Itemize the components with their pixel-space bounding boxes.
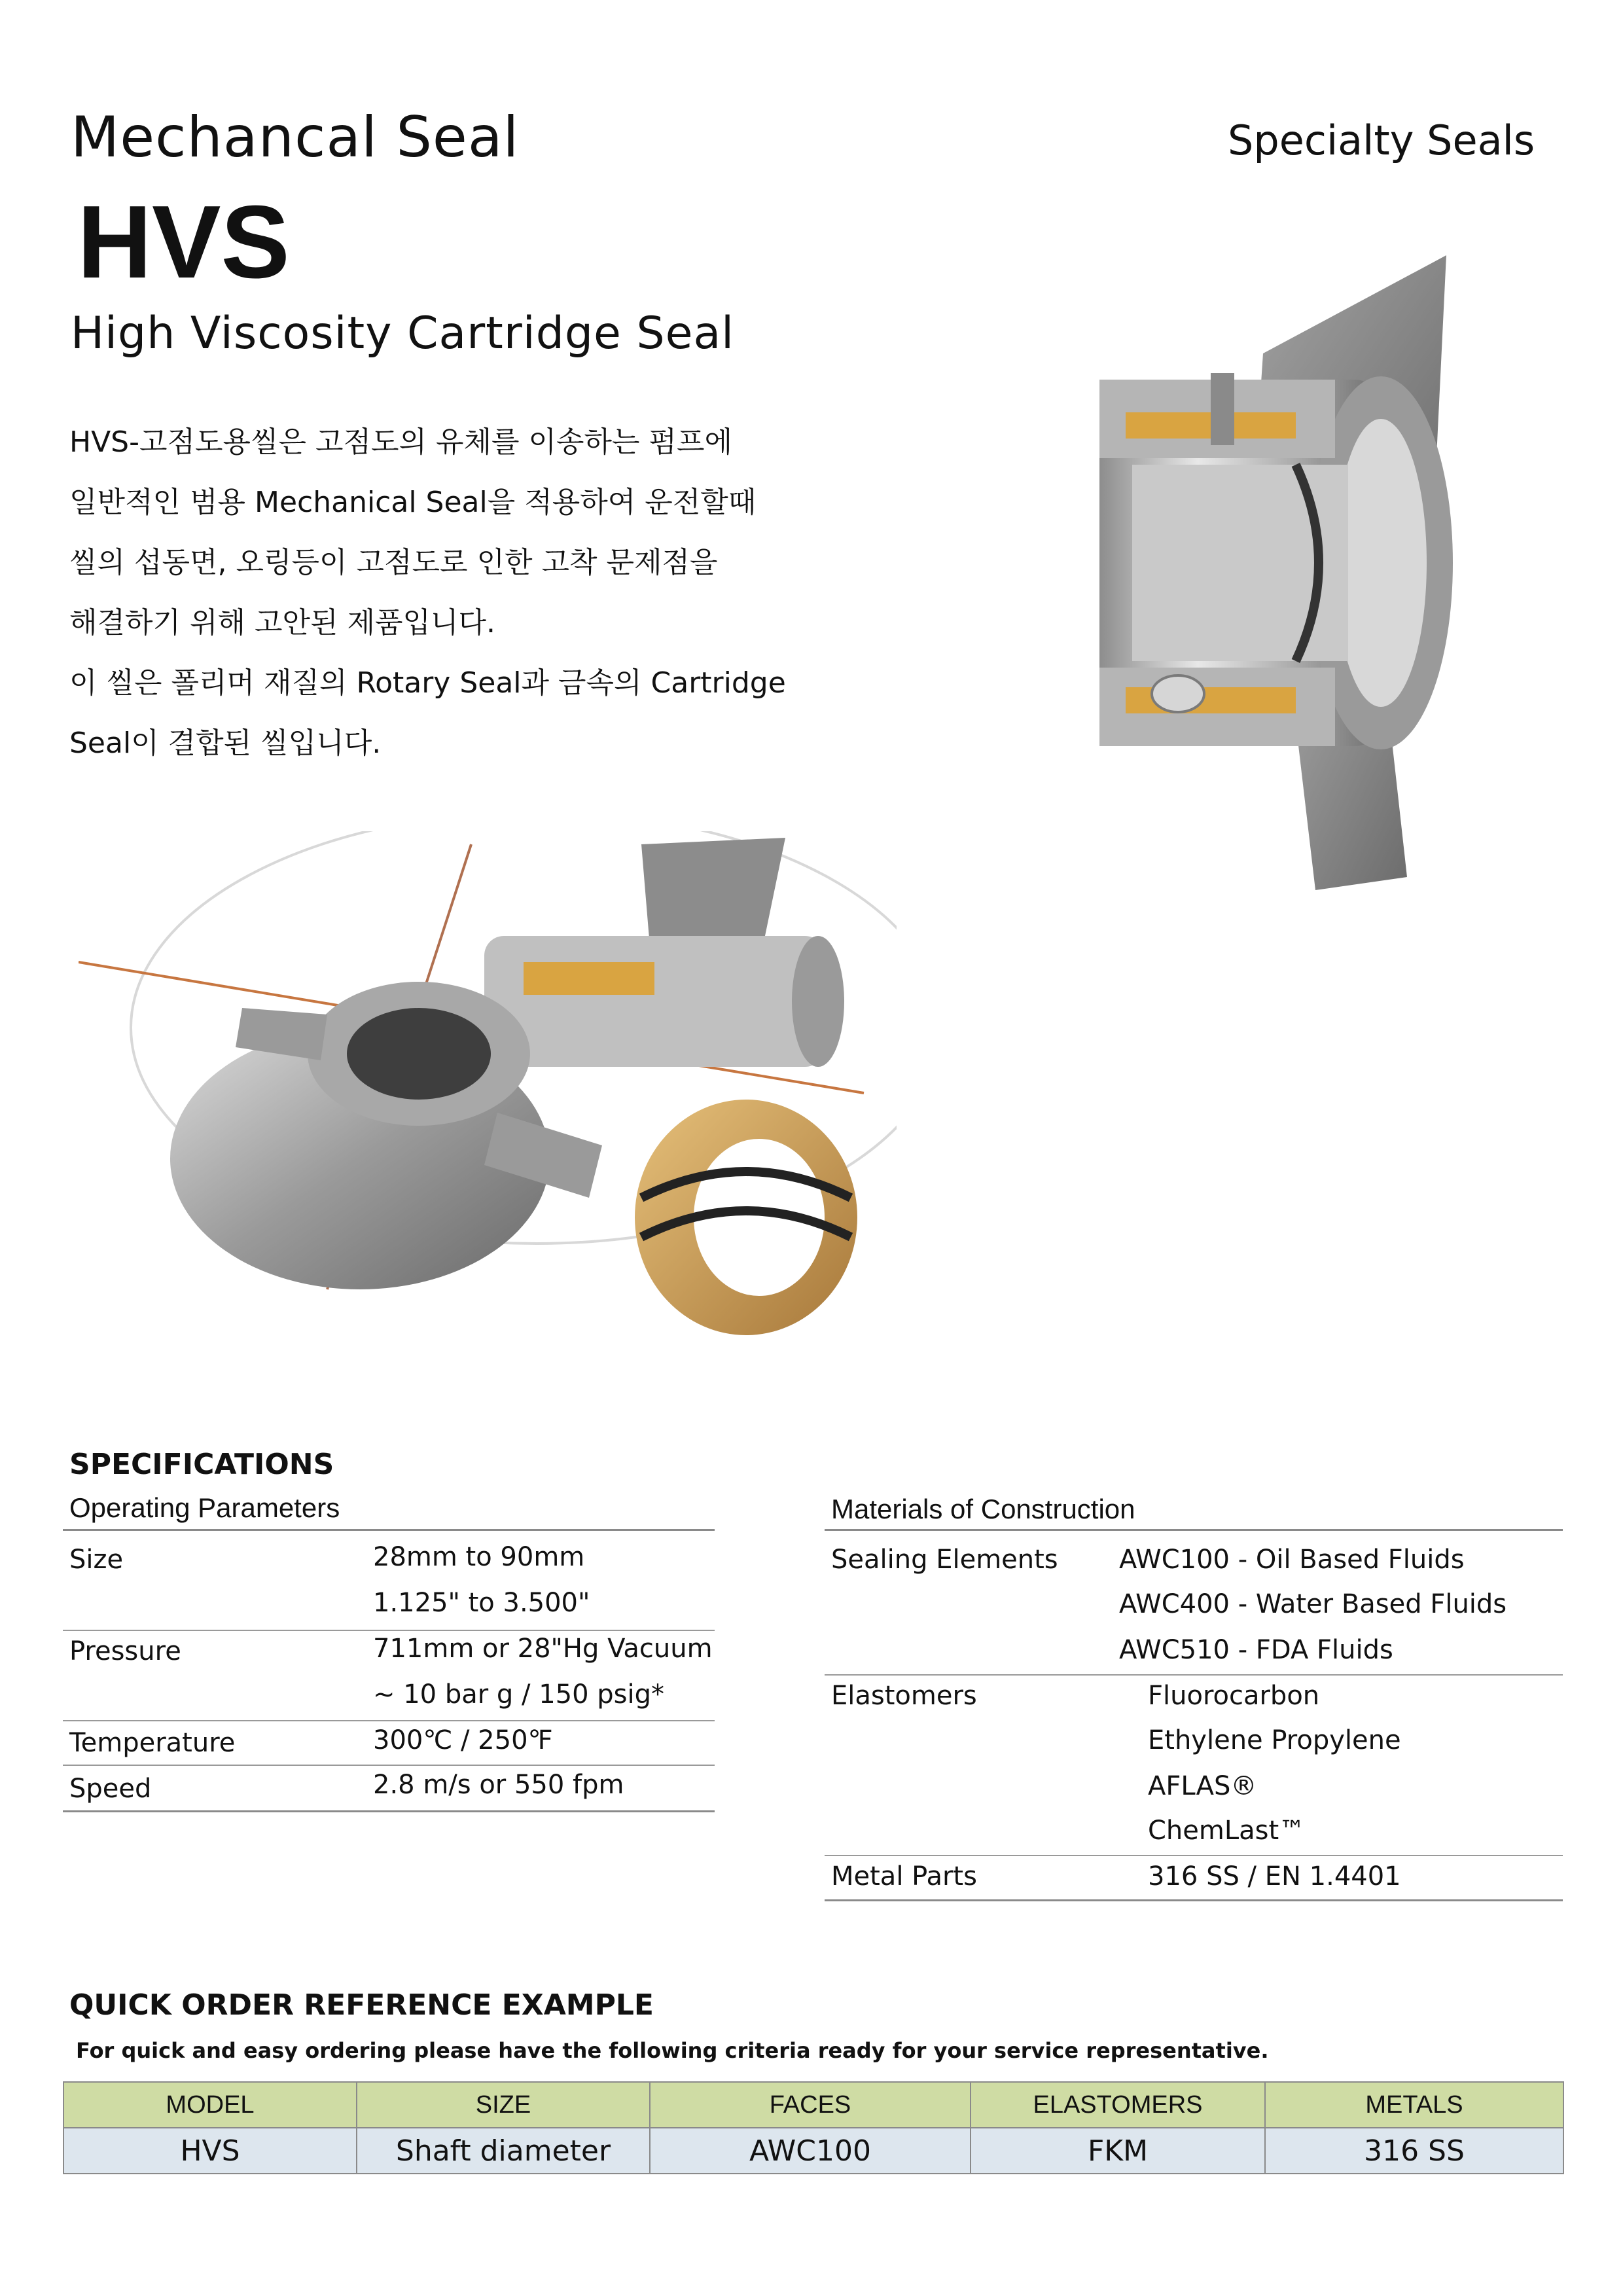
table-header-row (63, 2082, 1563, 2128)
param-label-speed: Speed (69, 1774, 152, 1804)
material-value: Fluorocarbon (1148, 1681, 1320, 1711)
param-label-size: Size (69, 1545, 124, 1575)
divider (825, 1674, 1563, 1676)
divider (825, 1855, 1563, 1856)
quick-order-note: For quick and easy ordering please have the following criteria ready for your service representative. (76, 2038, 1269, 2063)
description-line: 일반적인 범용 Mechanical Seal을 적용하여 운전할때 (69, 486, 757, 519)
divider (825, 1899, 1563, 1901)
table-cell: 316 SS (1265, 2128, 1563, 2174)
pre-title: Mechancal Seal (71, 105, 520, 170)
material-value: AFLAS® (1148, 1771, 1257, 1801)
divider (63, 1630, 715, 1631)
material-value: AWC100 - Oil Based Fluids (1119, 1545, 1465, 1575)
subtitle: High Viscosity Cartridge Seal (71, 308, 735, 359)
material-value: ChemLast™ (1148, 1816, 1306, 1846)
param-value: ~ 10 bar g / 150 psig* (373, 1679, 664, 1710)
description-line: HVS-고점도용씰은 고점도의 유체를 이송하는 펌프에 (69, 425, 733, 459)
param-value: 300℃ / 250℉ (373, 1725, 553, 1755)
table-cell: FKM (971, 2128, 1265, 2174)
param-label-pressure: Pressure (69, 1636, 181, 1666)
category-label: Specialty Seals (1228, 117, 1535, 164)
table-cell: AWC100 (650, 2128, 971, 2174)
table-row (63, 2128, 1563, 2174)
param-label-temperature: Temperature (69, 1728, 236, 1758)
divider (63, 1765, 715, 1766)
material-label-elastomers: Elastomers (831, 1681, 977, 1711)
divider (63, 1720, 715, 1721)
divider (63, 1810, 715, 1812)
table-header-cell: SIZE (357, 2082, 650, 2128)
table-header-cell: METALS (1265, 2082, 1563, 2128)
table-header-cell: MODEL (63, 2082, 357, 2128)
product-assembly-image (79, 831, 897, 1355)
material-value: AWC510 - FDA Fluids (1119, 1635, 1393, 1665)
table-header-cell: ELASTOMERS (971, 2082, 1265, 2128)
table-cell: Shaft diameter (357, 2128, 650, 2174)
materials-title: Materials of Construction (831, 1494, 1135, 1524)
operating-parameters-title: Operating Parameters (69, 1492, 340, 1523)
table-cell: HVS (63, 2128, 357, 2174)
material-value: AWC400 - Water Based Fluids (1119, 1589, 1507, 1619)
divider (825, 1529, 1563, 1531)
description-line: 이 씰은 폴리머 재질의 Rotary Seal과 금속의 Cartridge (69, 666, 786, 700)
description (69, 412, 855, 774)
quick-order-title: QUICK ORDER REFERENCE EXAMPLE (69, 1988, 654, 2022)
param-value: 1.125" to 3.500" (373, 1588, 590, 1618)
param-value: 28mm to 90mm (373, 1542, 585, 1572)
cutaway-seal-image (1014, 249, 1525, 890)
quick-order-table (63, 2081, 1564, 2174)
description-line: 씰의 섭동면, 오링등이 고점도로 인한 고착 문제점을 (69, 546, 718, 579)
description-line: Seal이 결합된 씰입니다. (69, 726, 382, 760)
material-value: 316 SS / EN 1.4401 (1148, 1861, 1401, 1892)
material-value: Ethylene Propylene (1148, 1725, 1401, 1755)
material-label-sealing: Sealing Elements (831, 1545, 1058, 1575)
param-value: 711mm or 28"Hg Vacuum (373, 1634, 713, 1664)
divider (63, 1529, 715, 1531)
table-header-cell: FACES (650, 2082, 971, 2128)
description-line: 해결하기 위해 고안된 제품입니다. (69, 606, 495, 639)
specifications-title: SPECIFICATIONS (69, 1448, 334, 1481)
material-label-metal: Metal Parts (831, 1861, 977, 1892)
param-value: 2.8 m/s or 550 fpm (373, 1770, 624, 1800)
model-title: HVS (77, 185, 290, 300)
